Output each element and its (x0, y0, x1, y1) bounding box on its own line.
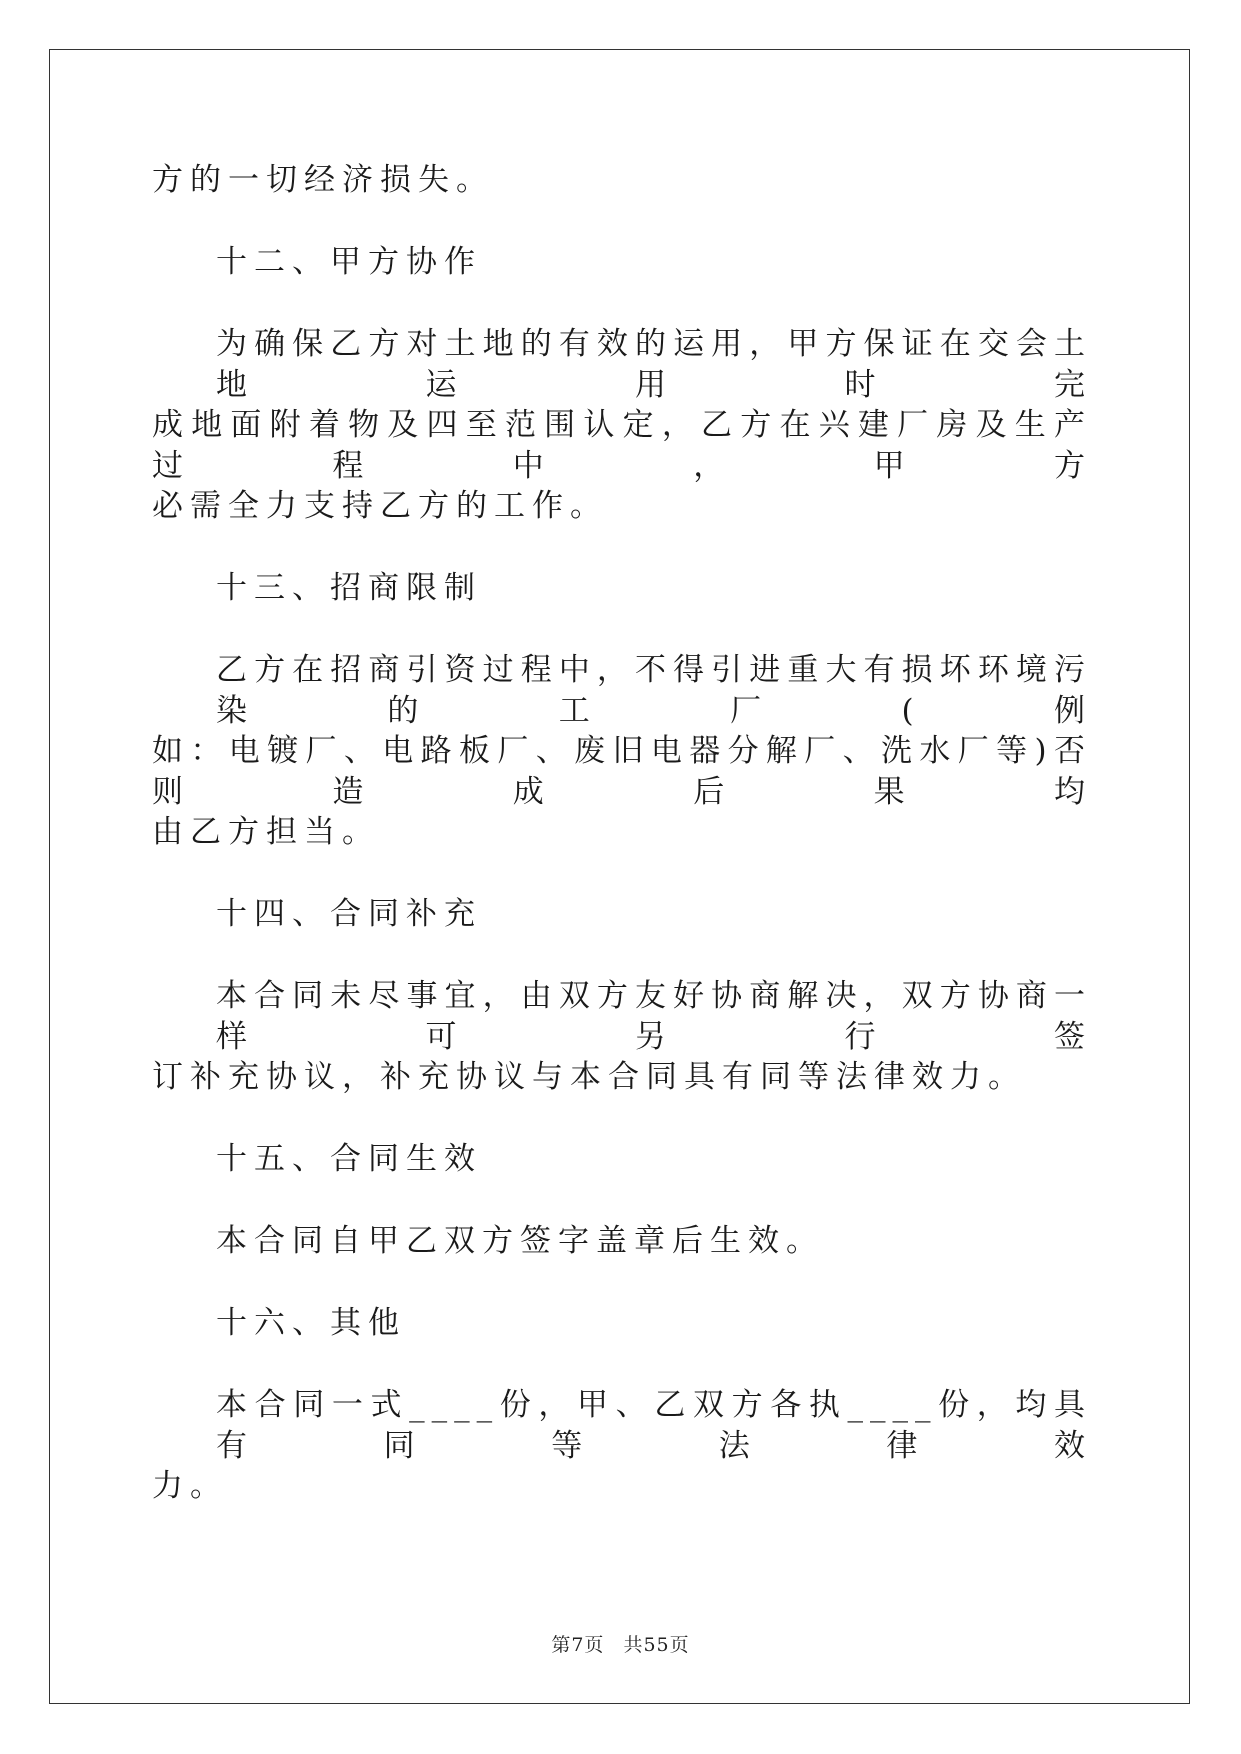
paragraph-line: 本合同自甲乙双方签字盖章后生效。 (216, 1223, 824, 1259)
paragraph-line: 为确保乙方对土地的有效的运用，甲方保证在交会土地运用时完 (216, 326, 1092, 403)
section-heading: 十三、招商限制 (216, 570, 482, 606)
section-heading: 十五、合同生效 (216, 1141, 482, 1177)
paragraph-line: 方的一切经济损失。 (152, 162, 494, 198)
paragraph-line: 如：电镀厂、电路板厂、废旧电器分解厂、洗水厂等)否则造成后果均 (152, 733, 1092, 810)
document-body (152, 160, 1092, 1507)
page-footer (0, 1633, 1241, 1657)
page-number: 第7页 (551, 1634, 605, 1656)
section-heading: 十四、合同补充 (216, 896, 482, 932)
paragraph-line: 本合同未尽事宜，由双方友好协商解决，双方协商一样可另行签 (216, 978, 1092, 1055)
section-heading: 十二、甲方协作 (216, 244, 482, 280)
section-heading: 十六、其他 (216, 1305, 406, 1341)
paragraph-line: 订补充协议，补充协议与本合同具有同等法律效力。 (152, 1059, 1026, 1095)
paragraph-line: 成地面附着物及四至范围认定，乙方在兴建厂房及生产过程中，甲方 (152, 407, 1092, 484)
paragraph-line: 由乙方担当。 (152, 814, 380, 850)
paragraph-line: 力。 (152, 1468, 228, 1504)
page-total: 共55页 (623, 1634, 690, 1656)
paragraph-line: 必需全力支持乙方的工作。 (152, 488, 608, 524)
paragraph-line: 本合同一式____份，甲、乙双方各执____份，均具有同等法律效 (216, 1387, 1092, 1464)
paragraph-line: 乙方在招商引资过程中，不得引进重大有损坏环境污染的工厂(例 (216, 652, 1092, 729)
